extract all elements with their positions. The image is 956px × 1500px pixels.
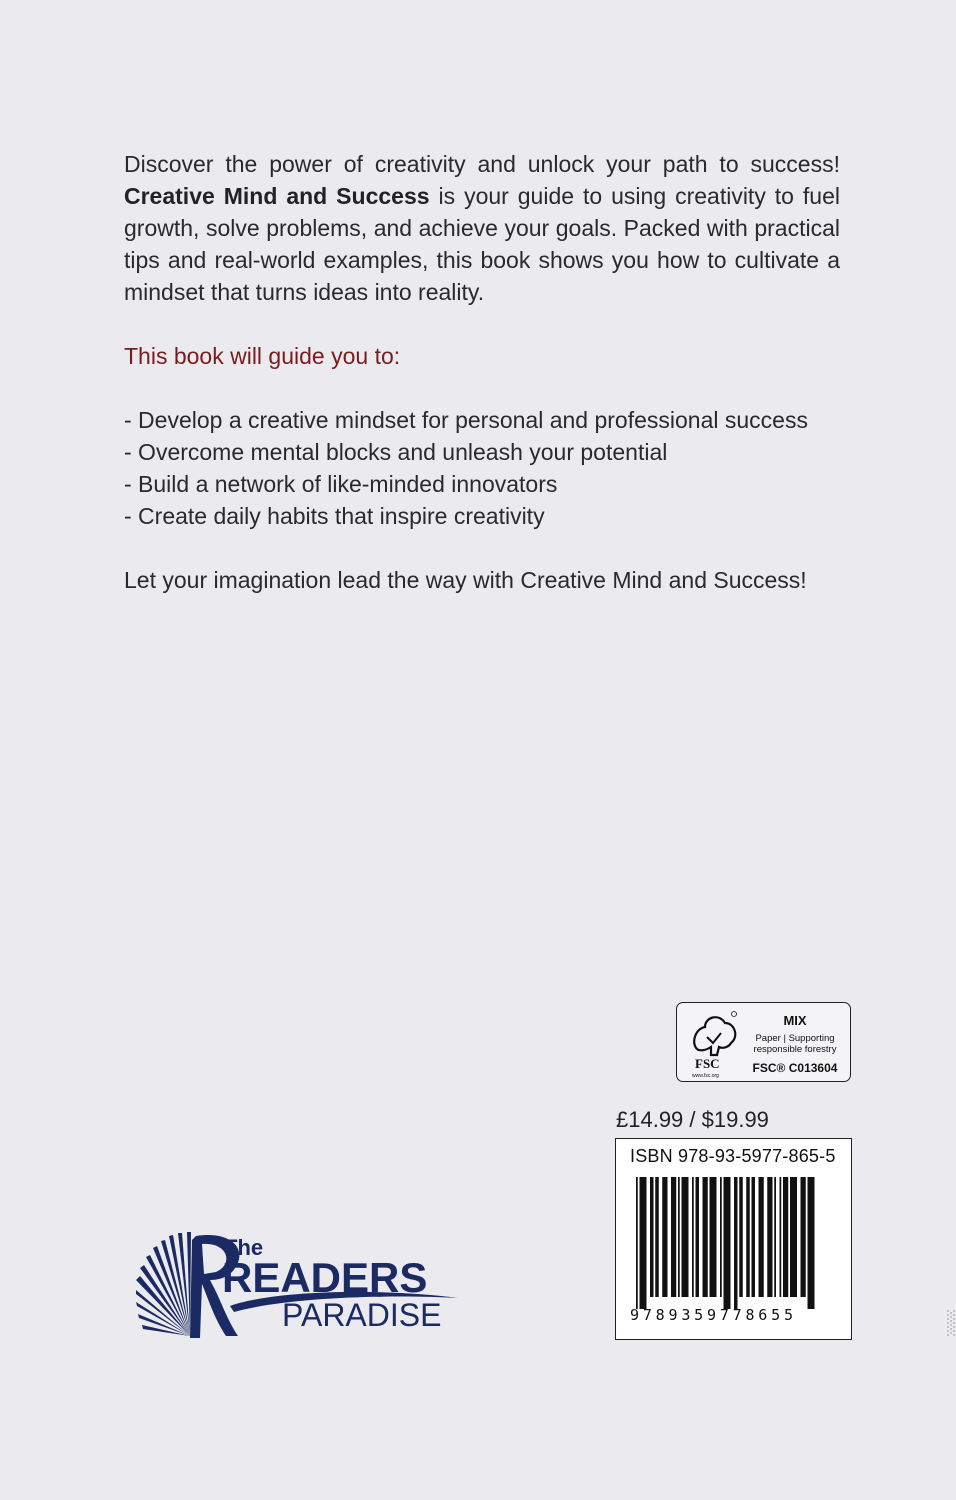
- barcode-bar: [759, 1177, 764, 1297]
- book-pages-icon: [136, 1232, 191, 1336]
- barcode-bar: [640, 1177, 647, 1309]
- list-item: - Build a network of like-minded innovators: [124, 471, 558, 497]
- barcode-bar: [696, 1177, 700, 1297]
- fsc-logo-text: FSC: [695, 1056, 720, 1071]
- barcode-bar: [783, 1177, 788, 1297]
- barcode-bar: [746, 1177, 750, 1297]
- isbn-barcode: [615, 1138, 852, 1340]
- barcode-bar: [678, 1177, 680, 1297]
- book-title: Creative Mind and Success: [124, 183, 430, 209]
- list-item: - Overcome mental blocks and unleash your potential: [124, 439, 668, 465]
- barcode-bar: [767, 1177, 772, 1297]
- fsc-certification-label: [676, 1002, 851, 1082]
- barcode-bar: [739, 1177, 743, 1297]
- guide-heading: This book will guide you to:: [124, 343, 401, 369]
- closing-line: Let your imagination lead the way with Creative Mind and Success!: [124, 567, 807, 593]
- edge-tick-marks: [946, 1308, 956, 1338]
- publisher-logo: [134, 1232, 464, 1344]
- intro-paragraph: [124, 148, 840, 308]
- list-item: - Create daily habits that inspire creativity: [124, 503, 545, 529]
- barcode-bar: [752, 1177, 756, 1297]
- barcode-bar: [774, 1177, 776, 1297]
- publisher-paradise: PARADISE: [282, 1297, 442, 1333]
- barcode-bar: [650, 1177, 654, 1297]
- publisher-readers: READERS: [222, 1254, 428, 1301]
- intro-rest: is your guide to using creativity to fuel growth, solve problems, and achieve your goals. Packed with practical tips and real-world examples, this book shows you how to cultivate a mindset that turns ideas into reality.: [124, 183, 840, 305]
- barcode-bar: [724, 1177, 731, 1309]
- barcode-bar: [703, 1177, 708, 1297]
- fsc-mix: MIX: [783, 1013, 807, 1028]
- list-item: - Develop a creative mindset for personal and professional success: [124, 407, 808, 433]
- isbn-label: ISBN 978-93-5977-865-5: [630, 1146, 836, 1166]
- barcode-bar: [780, 1177, 782, 1297]
- price: £14.99 / $19.99: [616, 1107, 769, 1132]
- barcode-bar: [682, 1177, 689, 1297]
- barcode-bar: [636, 1177, 638, 1309]
- barcode-bar: [655, 1177, 659, 1297]
- barcode-bar: [710, 1177, 717, 1297]
- fsc-description: Paper | Supporting responsible forestry: [753, 1033, 837, 1055]
- barcode-bar: [662, 1177, 667, 1297]
- back-cover-blurb: [124, 148, 840, 596]
- barcode-bars: [636, 1177, 832, 1309]
- barcode-bar: [790, 1177, 797, 1297]
- benefit-list: [124, 404, 840, 532]
- barcode-bar: [734, 1177, 738, 1309]
- publisher-the: The: [224, 1235, 264, 1260]
- barcode-bar: [692, 1177, 694, 1297]
- fsc-tree-icon: [683, 1007, 741, 1079]
- barcode-bar: [808, 1177, 815, 1309]
- intro-lead: Discover the power of creativity and unlock your path to success!: [124, 151, 840, 177]
- fsc-code: FSC® C013604: [752, 1061, 838, 1075]
- barcode-bar: [671, 1177, 676, 1297]
- barcode-bar: [720, 1177, 722, 1297]
- fsc-website: www.fsc.org: [692, 1073, 719, 1079]
- barcode-bar: [801, 1177, 806, 1297]
- barcode-digits: 9789359778655: [630, 1306, 797, 1324]
